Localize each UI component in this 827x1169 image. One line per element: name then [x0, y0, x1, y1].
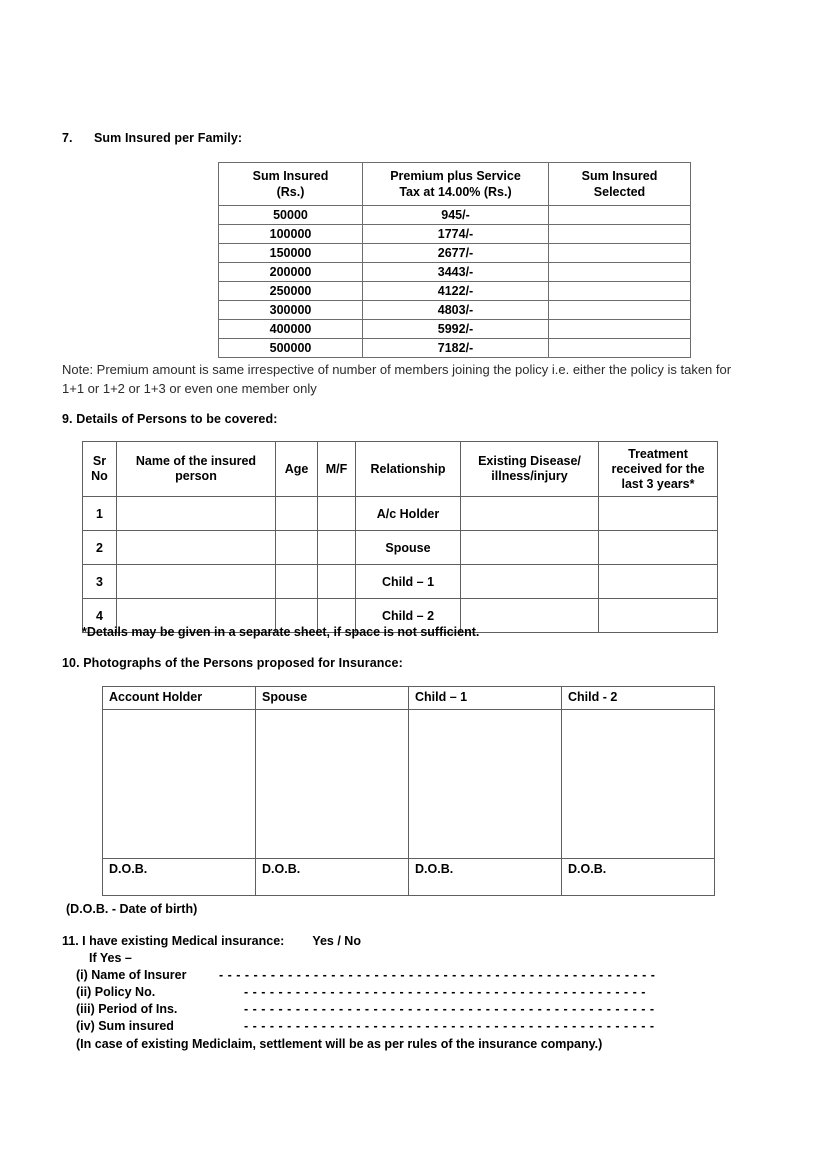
cell-sr-no: 4 — [83, 599, 117, 633]
cell-sr-no: 1 — [83, 497, 117, 531]
cell-relationship: A/c Holder — [356, 497, 461, 531]
cell-sum-insured: 400000 — [219, 320, 363, 339]
persons-table-header-row — [83, 442, 718, 497]
header-treatment — [599, 442, 718, 497]
table-row — [219, 244, 691, 263]
cell-existing-disease[interactable] — [461, 599, 599, 633]
insurer-name-row — [62, 967, 762, 984]
policy-no-row — [62, 984, 762, 1001]
header-child-2: Child - 2 — [562, 687, 715, 710]
table-row — [219, 225, 691, 244]
section-10-heading: 10. Photographs of the Persons proposed for Insurance: — [62, 656, 403, 670]
section-11-block — [62, 933, 762, 1053]
photos-dob-row — [103, 859, 715, 896]
section-11-heading-line — [62, 933, 762, 950]
cell-premium: 1774/- — [363, 225, 549, 244]
period-of-ins-dashes[interactable]: - - - - - - - - - - - - - - - - - - - - - - - - - - - - - - - - - - - - - - - - - - - - - - - - — [244, 1002, 655, 1016]
header-sr-no-line2: No — [91, 469, 108, 483]
photo-cell-account-holder[interactable] — [103, 710, 256, 859]
table-row — [219, 282, 691, 301]
yes-no-option[interactable]: Yes / No — [312, 934, 361, 948]
section-7-title: Sum Insured per Family: — [94, 131, 243, 145]
cell-treatment[interactable] — [599, 497, 718, 531]
table-row — [219, 263, 691, 282]
cell-selected[interactable] — [549, 225, 691, 244]
header-name-line1: Name of the insured — [135, 454, 257, 468]
section-7-heading — [62, 131, 242, 145]
cell-premium: 7182/- — [363, 339, 549, 358]
cell-selected[interactable] — [549, 282, 691, 301]
header-sum-insured — [219, 163, 363, 206]
period-of-ins-label: (iii) Period of Ins. — [76, 1002, 178, 1016]
cell-premium: 3443/- — [363, 263, 549, 282]
cell-treatment[interactable] — [599, 599, 718, 633]
dob-legend: (D.O.B. - Date of birth) — [66, 902, 198, 916]
cell-name[interactable] — [117, 565, 276, 599]
premium-note-line2: 1+1 or 1+2 or 1+3 or even one member only — [62, 381, 317, 396]
header-disease-line2: illness/injury — [491, 469, 568, 483]
header-disease-line1: Existing Disease/ — [478, 454, 581, 468]
dob-cell-child-1[interactable]: D.O.B. — [409, 859, 562, 896]
header-premium — [363, 163, 549, 206]
table-row — [83, 531, 718, 565]
cell-mf[interactable] — [318, 565, 356, 599]
mediclaim-closing-note: (In case of existing Mediclaim, settlement will be as per rules of the insurance company.) — [76, 1037, 603, 1051]
cell-selected[interactable] — [549, 263, 691, 282]
table-row — [219, 301, 691, 320]
cell-premium: 4803/- — [363, 301, 549, 320]
cell-premium: 945/- — [363, 206, 549, 225]
header-treatment-line3: last 3 years* — [621, 476, 695, 491]
header-sum-insured-line2: (Rs.) — [276, 185, 305, 199]
header-treatment-line2: received for the — [611, 461, 705, 476]
premium-note-line1: Note: Premium amount is same irrespective of number of members joining the policy i.e. either the policy is taken for — [62, 362, 732, 377]
header-name-line2: person — [175, 469, 217, 483]
cell-selected[interactable] — [549, 301, 691, 320]
sum-insured-label: (iv) Sum insured — [76, 1019, 174, 1033]
photos-header-row — [103, 687, 715, 710]
policy-no-label: (ii) Policy No. — [76, 985, 156, 999]
persons-to-be-covered-table — [82, 441, 718, 633]
photo-cell-child-1[interactable] — [409, 710, 562, 859]
header-existing-disease — [461, 442, 599, 497]
photo-cell-child-2[interactable] — [562, 710, 715, 859]
premium-note — [62, 360, 792, 398]
sum-insured-premium-table — [218, 162, 691, 358]
header-selected-line2: Selected — [593, 185, 646, 199]
sum-insured-dashes[interactable]: - - - - - - - - - - - - - - - - - - - - - - - - - - - - - - - - - - - - - - - - - - - - - - - - — [244, 1019, 655, 1033]
header-mf: M/F — [318, 442, 356, 497]
dob-cell-account-holder[interactable]: D.O.B. — [103, 859, 256, 896]
table-row — [219, 206, 691, 225]
table-row — [83, 497, 718, 531]
photos-image-row — [103, 710, 715, 859]
dob-cell-spouse[interactable]: D.O.B. — [256, 859, 409, 896]
header-premium-line2: Tax at 14.00% (Rs.) — [399, 185, 512, 199]
cell-treatment[interactable] — [599, 565, 718, 599]
table-row — [219, 320, 691, 339]
cell-sum-insured: 250000 — [219, 282, 363, 301]
if-yes-label: If Yes – — [89, 951, 132, 965]
cell-sr-no: 2 — [83, 531, 117, 565]
header-relationship: Relationship — [356, 442, 461, 497]
header-name — [117, 442, 276, 497]
cell-age[interactable] — [276, 565, 318, 599]
photographs-table — [102, 686, 715, 896]
header-selected-line1: Sum Insured — [581, 169, 658, 183]
cell-relationship: Child – 1 — [356, 565, 461, 599]
cell-sum-insured: 150000 — [219, 244, 363, 263]
cell-sum-insured: 50000 — [219, 206, 363, 225]
header-treatment-line1: Treatment — [628, 446, 688, 461]
section-11-heading: 11. I have existing Medical insurance: — [62, 934, 285, 948]
premium-table-header-row — [219, 163, 691, 206]
cell-premium: 5992/- — [363, 320, 549, 339]
period-of-ins-row — [62, 1001, 762, 1018]
cell-sum-insured: 200000 — [219, 263, 363, 282]
header-child-1: Child – 1 — [409, 687, 562, 710]
cell-sum-insured: 300000 — [219, 301, 363, 320]
cell-mf[interactable] — [318, 497, 356, 531]
table-row — [83, 565, 718, 599]
insurer-name-label: (i) Name of Insurer — [76, 968, 187, 982]
cell-name[interactable] — [117, 531, 276, 565]
cell-relationship: Spouse — [356, 531, 461, 565]
cell-premium: 2677/- — [363, 244, 549, 263]
cell-selected[interactable] — [549, 206, 691, 225]
header-sr-no — [83, 442, 117, 497]
cell-premium: 4122/- — [363, 282, 549, 301]
cell-sum-insured: 100000 — [219, 225, 363, 244]
header-sr-no-line1: Sr — [92, 454, 107, 468]
sum-insured-row — [62, 1018, 762, 1035]
header-sum-insured-selected — [549, 163, 691, 206]
cell-age[interactable] — [276, 531, 318, 565]
photo-cell-spouse[interactable] — [256, 710, 409, 859]
cell-relationship: Child – 2 — [356, 599, 461, 633]
section-7-number: 7. — [62, 131, 73, 145]
cell-treatment[interactable] — [599, 531, 718, 565]
cell-sr-no: 3 — [83, 565, 117, 599]
cell-age[interactable] — [276, 497, 318, 531]
header-spouse: Spouse — [256, 687, 409, 710]
cell-mf[interactable] — [318, 531, 356, 565]
insurer-name-dashes[interactable]: - - - - - - - - - - - - - - - - - - - - - - - - - - - - - - - - - - - - - - - - - - - - - - - - - - - — [219, 968, 656, 982]
cell-existing-disease[interactable] — [461, 497, 599, 531]
cell-selected[interactable] — [549, 339, 691, 358]
header-premium-line1: Premium plus Service — [390, 169, 521, 183]
cell-existing-disease[interactable] — [461, 531, 599, 565]
cell-existing-disease[interactable] — [461, 565, 599, 599]
cell-selected[interactable] — [549, 320, 691, 339]
header-sum-insured-line1: Sum Insured — [252, 169, 329, 183]
table-row — [219, 339, 691, 358]
header-age: Age — [276, 442, 318, 497]
section-9-heading: 9. Details of Persons to be covered: — [62, 412, 278, 426]
persons-table-footnote: *Details may be given in a separate sheet, if space is not sufficient. — [82, 625, 480, 639]
cell-selected[interactable] — [549, 244, 691, 263]
dob-cell-child-2[interactable]: D.O.B. — [562, 859, 715, 896]
cell-name[interactable] — [117, 497, 276, 531]
header-account-holder: Account Holder — [103, 687, 256, 710]
policy-no-dashes[interactable]: - - - - - - - - - - - - - - - - - - - - - - - - - - - - - - - - - - - - - - - - - - - - - - - — [244, 985, 646, 999]
cell-sum-insured: 500000 — [219, 339, 363, 358]
